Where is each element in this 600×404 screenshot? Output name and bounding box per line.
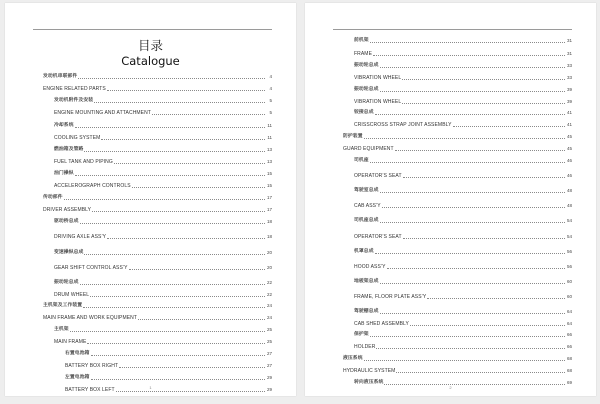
- dot-leader: [380, 282, 566, 284]
- toc-entry[interactable]: [343, 277, 572, 285]
- dot-leader: [138, 318, 265, 320]
- dot-leader: [395, 149, 565, 151]
- dot-leader: [375, 252, 565, 254]
- toc-entry-label: FRAME, FLOOR PLATE ASS’Y: [354, 294, 427, 300]
- dot-leader: [373, 54, 565, 56]
- toc-entry-label: DRIVER ASSEMBLY: [43, 207, 92, 213]
- toc-entry-page: 41: [566, 122, 572, 127]
- toc-entry-page: 15: [266, 171, 272, 176]
- dot-leader: [80, 222, 266, 224]
- toc-entry-label: MAIN FRAME AND WORK EQUIPMENT: [43, 315, 138, 321]
- toc-entry-page: 15: [266, 183, 272, 188]
- toc-entry-page: 46: [566, 158, 572, 163]
- toc-entry-page: 20: [266, 265, 272, 270]
- dot-leader: [75, 174, 265, 176]
- toc-entry[interactable]: [343, 97, 572, 105]
- toc-entry-label: BATTERY BOX LEFT: [65, 387, 115, 393]
- toc-entry[interactable]: [43, 337, 272, 345]
- toc-entry[interactable]: [43, 157, 272, 165]
- toc-entry-label: 驾驶棚总成: [354, 309, 379, 314]
- toc-entry[interactable]: [43, 72, 272, 80]
- dot-leader: [387, 267, 565, 269]
- toc-entry[interactable]: [43, 325, 272, 333]
- toc-entry-page: 18: [266, 219, 272, 224]
- toc-entry-page: 13: [266, 147, 272, 152]
- toc-entry-label: 主机架及工作装置: [43, 303, 83, 308]
- toc-entry-page: 56: [566, 249, 572, 254]
- dot-leader: [380, 312, 566, 314]
- dot-leader: [364, 359, 565, 361]
- toc-entry-page: 24: [266, 303, 272, 308]
- toc-entry-label: FUEL TANK AND PIPING: [54, 159, 113, 165]
- toc-entry[interactable]: [43, 217, 272, 225]
- dot-leader: [92, 210, 265, 212]
- toc-entry[interactable]: [43, 84, 272, 92]
- dot-leader: [107, 89, 265, 91]
- dot-leader: [80, 283, 266, 285]
- dot-leader: [84, 150, 265, 152]
- toc-entry[interactable]: [343, 156, 572, 164]
- dot-leader: [83, 306, 265, 308]
- toc-entry-page: 24: [266, 315, 272, 320]
- toc-entry-page: 17: [266, 207, 272, 212]
- toc-entry[interactable]: [43, 96, 272, 104]
- toc-entry[interactable]: [343, 108, 572, 116]
- toc-entry[interactable]: [43, 313, 272, 321]
- dot-leader: [427, 297, 565, 299]
- toc-entry-page: 20: [266, 250, 272, 255]
- dot-leader: [403, 237, 565, 239]
- toc-entry[interactable]: [343, 232, 572, 240]
- toc-entry[interactable]: [343, 342, 572, 350]
- dot-leader: [410, 324, 565, 326]
- toc-entry-page: 25: [266, 339, 272, 344]
- toc-entry[interactable]: [343, 171, 572, 179]
- toc-entry-label: 驾驶室总成: [354, 188, 379, 193]
- toc-entry[interactable]: [43, 263, 272, 271]
- toc-entry[interactable]: [343, 73, 572, 81]
- toc-entry-label: ENGINE MOUNTING AND ATTACHMENT: [54, 110, 151, 116]
- toc-entry-page: 46: [566, 173, 572, 178]
- toc-entry-page: 29: [266, 387, 272, 392]
- dot-leader: [380, 90, 566, 92]
- toc-entry-page: 17: [266, 195, 272, 200]
- toc-entry-label: 保护架: [354, 332, 369, 337]
- dot-leader: [403, 176, 565, 178]
- toc-entry-page: 60: [566, 279, 572, 284]
- dot-leader: [380, 221, 566, 223]
- toc-entry-page: 48: [566, 203, 572, 208]
- dot-leader: [382, 206, 565, 208]
- toc-entry-page: 45: [566, 134, 572, 139]
- dot-leader: [402, 102, 565, 104]
- toc-entry-label: FRAME: [354, 51, 372, 57]
- toc-entry-page: 33: [566, 75, 572, 80]
- toc-entry-page: 48: [566, 188, 572, 193]
- toc-entry-label: ENGINE RELATED PARTS: [43, 86, 106, 92]
- toc-entry-label: 油门操纵: [54, 171, 74, 176]
- toc-entry-page: 56: [566, 264, 572, 269]
- toc-entry-label: 前机架: [354, 38, 369, 43]
- toc-entry-page: 66: [566, 344, 572, 349]
- toc-entry-label: 防护装置: [343, 134, 363, 139]
- toc-entry-page: 5: [269, 110, 272, 115]
- toc-entry[interactable]: [343, 216, 572, 224]
- toc-entry-page: 64: [566, 321, 572, 326]
- toc-entry-label: 液压系统: [343, 356, 363, 361]
- toc-entry[interactable]: [343, 132, 572, 140]
- toc-entry-label: 铰接总成: [354, 110, 374, 115]
- toc-entry-label: 司机座总成: [354, 218, 379, 223]
- toc-entry[interactable]: [43, 373, 272, 381]
- dot-leader: [91, 378, 266, 380]
- dot-leader: [114, 162, 265, 164]
- toc-entry[interactable]: [43, 133, 272, 141]
- toc-entry-label: VIBRATION WHEEL: [354, 99, 402, 105]
- toc-entry-label: OPERATOR’S SEAT: [354, 234, 402, 240]
- toc-entry-label: HYDRAULIC SYSTEM: [343, 368, 396, 374]
- toc-title-english: Catalogue: [121, 54, 180, 68]
- toc-entry[interactable]: [343, 319, 572, 327]
- dot-leader: [78, 77, 265, 79]
- toc-entry[interactable]: [43, 248, 272, 256]
- toc-entry-label: 发动机附件及安装: [54, 98, 94, 103]
- toc-entry-page: 29: [266, 375, 272, 380]
- toc-entry[interactable]: [43, 301, 272, 309]
- toc-entry-label: 地板架总成: [354, 279, 379, 284]
- toc-entry-page: 39: [566, 87, 572, 92]
- toc-entry[interactable]: [43, 121, 272, 129]
- dot-leader: [75, 126, 265, 128]
- toc-entry-label: 驱动桥总成: [54, 219, 79, 224]
- toc-entry[interactable]: [343, 144, 572, 152]
- dot-leader: [370, 41, 565, 43]
- toc-entry-label: 转向液压系统: [354, 380, 384, 385]
- toc-entry[interactable]: [343, 36, 572, 44]
- toc-entry[interactable]: [43, 108, 272, 116]
- toc-entry-label: CRISSCROSS STRAP JOINT ASSEMBLY: [354, 122, 452, 128]
- toc-entry-page: 66: [566, 332, 572, 337]
- toc-entry[interactable]: [343, 247, 572, 255]
- dot-leader: [101, 138, 265, 140]
- toc-entry[interactable]: [43, 193, 272, 201]
- toc-entry-page: 4: [269, 86, 272, 91]
- toc-title-chinese: 目录: [137, 38, 163, 53]
- toc-entry[interactable]: [343, 354, 572, 362]
- toc-entry[interactable]: [43, 145, 272, 153]
- toc-entry-page: 11: [267, 123, 272, 128]
- toc-entry[interactable]: [43, 349, 272, 357]
- toc-entry-page: 60: [566, 294, 572, 299]
- dot-leader: [129, 268, 265, 270]
- toc-entry-page: 27: [266, 363, 272, 368]
- header-rule: [333, 29, 572, 30]
- toc-entry-page: 45: [566, 146, 572, 151]
- dot-leader: [375, 113, 565, 115]
- toc-entry-page: 22: [266, 292, 272, 297]
- toc-entry-page: 68: [566, 356, 572, 361]
- toc-entry-label: OPERATOR’S SEAT: [354, 173, 402, 179]
- toc-entry-page: 33: [566, 63, 572, 68]
- toc-entry[interactable]: [43, 232, 272, 240]
- toc-entry-page: 27: [266, 351, 272, 356]
- toc-entry-page: 39: [566, 99, 572, 104]
- toc-entry[interactable]: [343, 61, 572, 69]
- toc-entry-label: ACCELEROGRAPH CONTROLS: [54, 183, 131, 189]
- toc-entry-label: HOLDER: [354, 344, 376, 350]
- toc-entry-label: CAB SHED ASSEMBLY: [354, 321, 409, 327]
- dot-leader: [396, 371, 565, 373]
- toc-entry-page: 69: [566, 380, 572, 385]
- dot-leader: [87, 342, 265, 344]
- toc-entry-label: MAIN FRAME: [54, 339, 87, 345]
- document-page-1: [5, 3, 296, 396]
- toc-entry[interactable]: [343, 366, 572, 374]
- toc-entry-label: 振动轮总成: [354, 87, 379, 92]
- toc-entry-label: 机罩总成: [354, 249, 374, 254]
- toc-entry-page: 64: [566, 309, 572, 314]
- dot-leader: [84, 253, 265, 255]
- toc-entry-label: 变速操纵总成: [54, 250, 84, 255]
- dot-leader: [370, 161, 565, 163]
- toc-entry[interactable]: [343, 292, 572, 300]
- toc-entry-label: 右置电池箱: [65, 351, 90, 356]
- toc-entry[interactable]: [343, 120, 572, 128]
- toc-entry-label: COOLING SYSTEM: [54, 135, 101, 141]
- toc-entry-label: GEAR SHIFT CONTROL ASS’Y: [54, 265, 128, 271]
- dot-leader: [132, 186, 265, 188]
- toc-entry-label: 司机座: [354, 158, 369, 163]
- toc-entry-page: 68: [566, 368, 572, 373]
- toc-entry-label: GUARD EQUIPMENT: [343, 146, 394, 152]
- toc-entry[interactable]: [343, 262, 572, 270]
- toc-entry-label: 主机架: [54, 327, 69, 332]
- page-number: 1: [149, 385, 152, 390]
- toc-entry[interactable]: [43, 290, 272, 298]
- toc-entry-label: 发动机串联部件: [43, 74, 78, 79]
- toc-entry[interactable]: [343, 307, 572, 315]
- toc-entry-label: 振动轮总成: [54, 280, 79, 285]
- dot-leader: [376, 347, 565, 349]
- dot-leader: [380, 66, 566, 68]
- toc-entry-page: 18: [266, 234, 272, 239]
- toc-entry[interactable]: [343, 49, 572, 57]
- toc-entry-label: 传动部件: [43, 195, 63, 200]
- toc-entry-label: CAB ASS’Y: [354, 203, 381, 209]
- toc-entry[interactable]: [343, 330, 572, 338]
- toc-entry-label: 振动轮总成: [354, 63, 379, 68]
- toc-entry-label: 燃油箱及管路: [54, 147, 84, 152]
- toc-entry[interactable]: [343, 85, 572, 93]
- dot-leader: [116, 390, 265, 392]
- toc-entry-label: 左置电池箱: [65, 375, 90, 380]
- dot-leader: [91, 354, 266, 356]
- dot-leader: [119, 366, 265, 368]
- page-number: 2: [449, 385, 452, 390]
- toc-entry[interactable]: [43, 169, 272, 177]
- toc-entry[interactable]: [343, 186, 572, 194]
- toc-entry-label: 冷却系统: [54, 123, 74, 128]
- dot-leader: [453, 125, 565, 127]
- toc-entry-page: 22: [266, 280, 272, 285]
- dot-leader: [370, 335, 565, 337]
- toc-entry[interactable]: [43, 181, 272, 189]
- toc-entry-page: 54: [566, 234, 572, 239]
- toc-entry-page: 11: [267, 135, 272, 140]
- toc-entry-page: 25: [266, 327, 272, 332]
- toc-entry[interactable]: [43, 361, 272, 369]
- toc-entry-page: 4: [269, 74, 272, 79]
- toc-entry-page: 31: [566, 51, 572, 56]
- toc-entry[interactable]: [43, 205, 272, 213]
- toc-entry-label: DRUM WHEEL: [54, 292, 90, 298]
- header-rule: [33, 29, 272, 30]
- toc-entry-page: 54: [566, 218, 572, 223]
- toc-entry-page: 31: [566, 38, 572, 43]
- dot-leader: [90, 295, 265, 297]
- toc-entry-label: DRIVING AXLE ASS’Y: [54, 234, 107, 240]
- dot-leader: [64, 198, 265, 200]
- dot-leader: [152, 113, 265, 115]
- toc-entry-page: 41: [566, 110, 572, 115]
- toc-entry-label: BATTERY BOX RIGHT: [65, 363, 119, 369]
- dot-leader: [364, 137, 565, 139]
- dot-leader: [380, 191, 566, 193]
- toc-entry[interactable]: [343, 201, 572, 209]
- dot-leader: [94, 101, 265, 103]
- dot-leader: [107, 237, 265, 239]
- dot-leader: [70, 330, 265, 332]
- dot-leader: [402, 78, 565, 80]
- toc-entry-page: 5: [269, 98, 272, 103]
- toc-entry-label: VIBRATION WHEEL: [354, 75, 402, 81]
- toc-entry-label: HOOD ASS’Y: [354, 264, 386, 270]
- document-page-2: [305, 3, 596, 396]
- toc-entry-page: 13: [266, 159, 272, 164]
- toc-entry[interactable]: [43, 278, 272, 286]
